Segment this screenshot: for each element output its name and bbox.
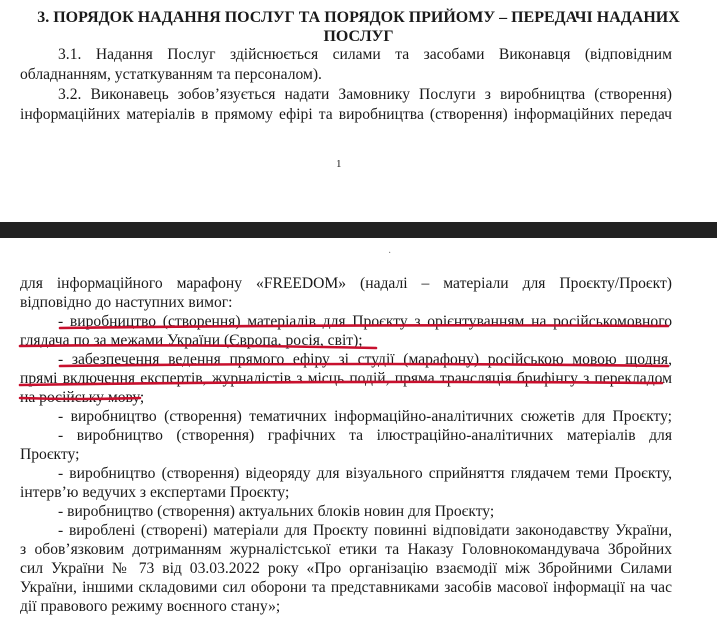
list-item-5-line-2: інтерв’ю ведучих з експертами Проєкту; (20, 484, 290, 501)
list-item-2-line-3: на російську мову; (20, 389, 145, 406)
document-page-2 (0, 238, 717, 615)
paragraph-3-2-line-1: 3.2. Виконавець зобов’язується надати Замовнику Послуги з виробництва (створення) (58, 86, 672, 103)
list-item-7-line-4: України, іншими складовими сил оборони та представниками засобів масової інформації на час (20, 579, 672, 596)
list-item-4-line-1: - виробництво (створення) графічних та ілюстраційно-аналітичних матеріалів для (58, 427, 672, 444)
list-item-3: - виробництво (створення) тематичних інформаційно-аналітичних сюжетів для Проєкту; (58, 408, 672, 425)
body-line-1: для інформаційного марафону «FREEDOM» (надалі – матеріали для Проєкту/Проєкт) (20, 275, 672, 292)
list-item-6: - виробництво (створення) актуальних блоків новин для Проєкту; (58, 503, 495, 520)
list-item-7-line-3: сил України № 73 від 03.03.2022 року «Про організацію взаємодії між Збройними Силами (20, 560, 672, 577)
list-item-1-line-2: глядача по за межами України (Європа, росія, світ); (20, 332, 363, 349)
list-item-5-line-1: - виробництво (створення) відеоряду для візуального сприйняття глядачем теми Проєкту, (58, 465, 672, 482)
scan-speck: · (388, 248, 392, 259)
list-item-1-line-1: - виробництво (створення) матеріалів для Проєкту з орієнтуванням на російськомовного (58, 313, 672, 330)
paragraph-3-1-line-2: обладнанням, устаткуванням та персоналом). (20, 66, 322, 83)
list-item-7-line-2: з обов’язковим дотриманням журналістської етики та Наказу Головнокомандувача Збройних (20, 541, 672, 558)
body-line-2: відповідно до наступних вимог: (20, 294, 233, 311)
page-separator (0, 222, 717, 238)
page-number: 1 (336, 158, 342, 170)
list-item-2-line-1: - забезпечення ведення прямого ефіру зі студії (марафону) російською мовою щодня, (58, 351, 672, 368)
list-item-2-line-2: прямі включення експертів, журналістів з місць подій, пряма трансляція брифінгу з перекладом (20, 370, 672, 387)
list-item-4-line-2: Проєкту; (20, 446, 80, 463)
list-item-7-line-1: - вироблені (створені) матеріали для Проєкту повинні відповідати законодавству України, (58, 522, 672, 539)
section-heading-line-1: 3. ПОРЯДОК НАДАННЯ ПОСЛУГ ТА ПОРЯДОК ПРИЙОМУ – ПЕРЕДАЧІ НАДАНИХ (37, 9, 680, 26)
document-page-1 (0, 0, 717, 222)
paragraph-3-2-line-2: інформаційних матеріалів в прямому ефірі та виробництва (створення) інформаційних передач (20, 106, 672, 123)
list-item-7-line-5: дії правового режиму воєнного стану»; (20, 598, 281, 615)
section-heading-line-2: ПОСЛУГ (323, 28, 394, 45)
paragraph-3-1-line-1: 3.1. Надання Послуг здійснюється силами та засобами Виконавця (відповідним (58, 46, 672, 63)
